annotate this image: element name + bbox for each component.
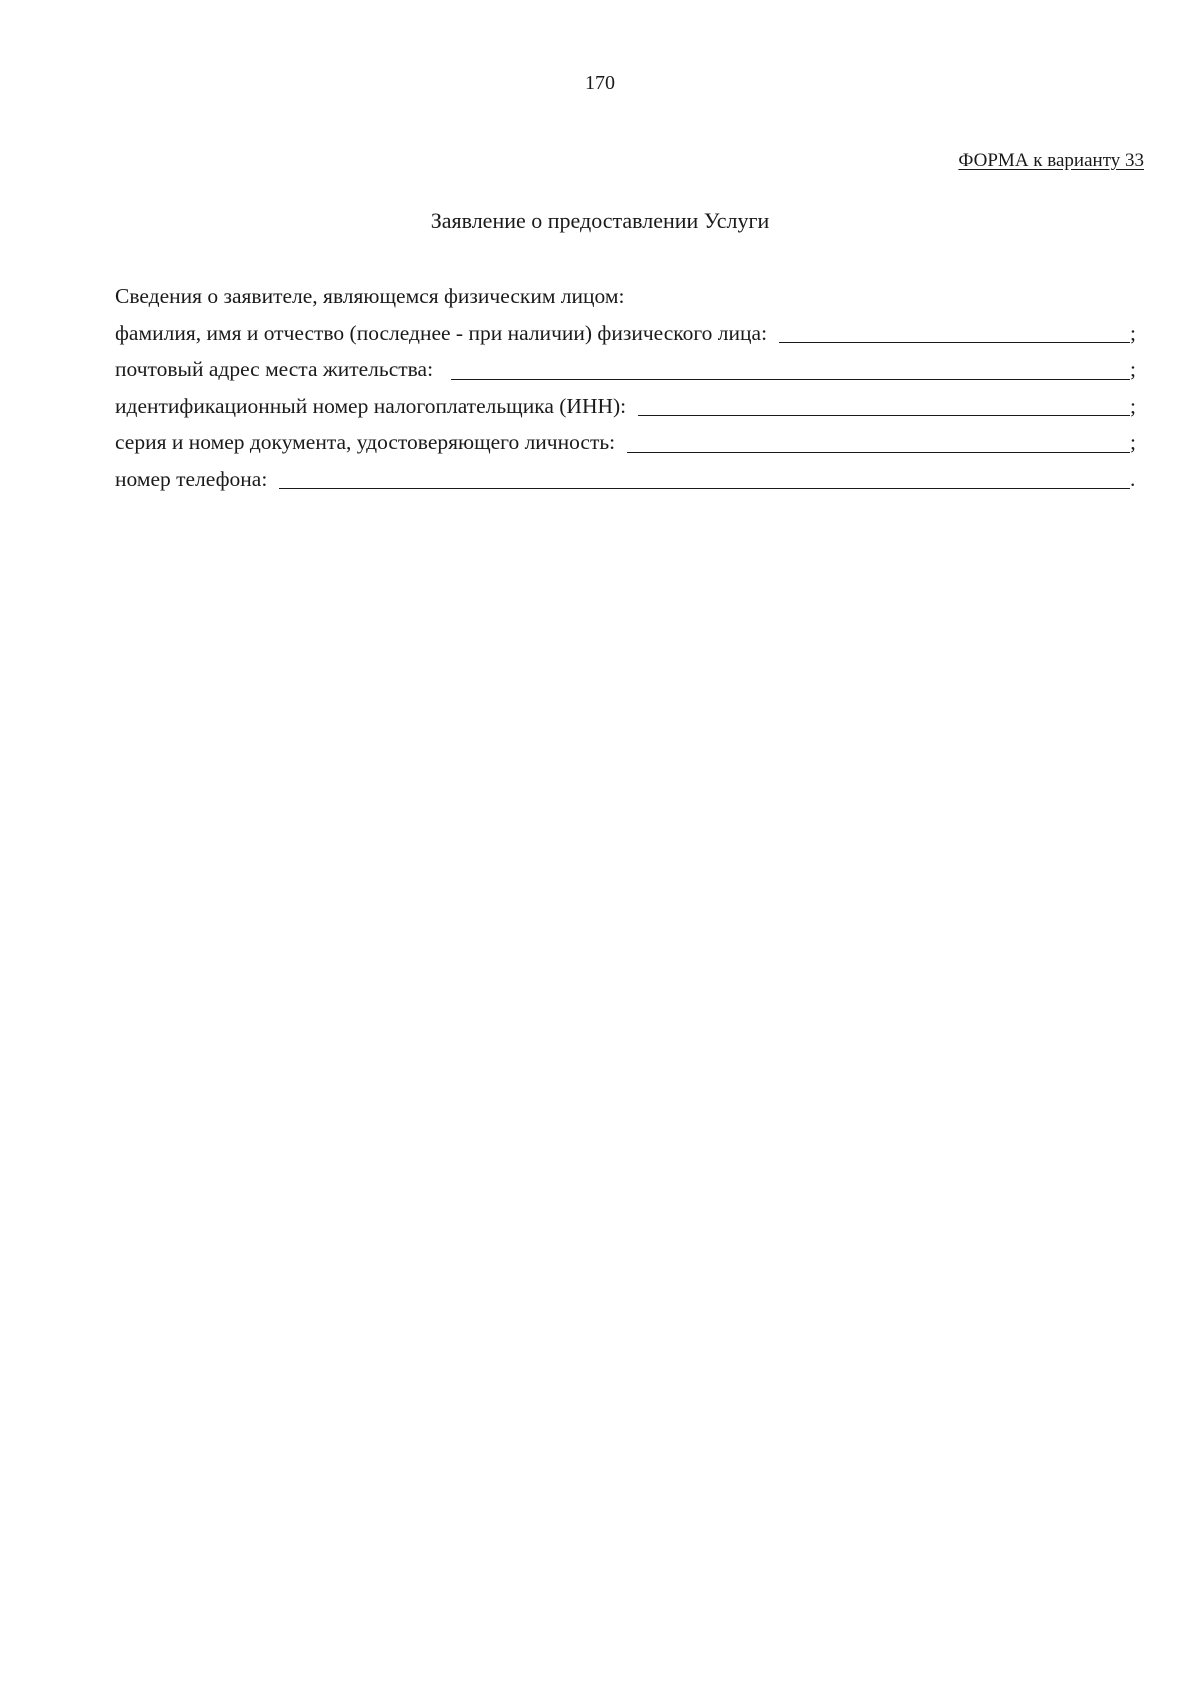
field-punctuation: ;	[1130, 430, 1136, 454]
document-title: Заявление о предоставлении Услуги	[430, 208, 770, 233]
form-reference: ФОРМА к варианту 33	[958, 150, 1144, 171]
field-phone	[115, 461, 1140, 498]
field-label: номер телефона:	[115, 466, 268, 491]
applicant-section	[115, 278, 1140, 497]
field-label: почтовый адрес места жительства:	[115, 357, 434, 381]
field-postal-address	[115, 351, 1140, 388]
field-label: идентификационный номер налогоплательщика (ИНН):	[115, 393, 627, 418]
field-label: серия и номер документа, удостоверяющего личность:	[115, 430, 616, 454]
field-punctuation: .	[1130, 466, 1136, 491]
page-number: 170	[585, 72, 615, 94]
field-identity-document	[115, 424, 1140, 461]
field-punctuation: ;	[1130, 357, 1136, 381]
full-name-blank[interactable]	[779, 341, 1130, 343]
field-label: фамилия, имя и отчество (последнее - при наличии) физического лица:	[115, 320, 768, 345]
field-punctuation: ;	[1130, 320, 1136, 345]
identity-document-blank[interactable]	[627, 451, 1130, 453]
field-full-name	[115, 315, 1140, 352]
field-inn	[115, 388, 1140, 425]
phone-blank[interactable]	[279, 487, 1130, 489]
field-punctuation: ;	[1130, 393, 1136, 418]
section-heading: Сведения о заявителе, являющемся физическим лицом:	[115, 284, 625, 308]
postal-address-blank[interactable]	[451, 378, 1130, 380]
inn-blank[interactable]	[638, 414, 1130, 416]
